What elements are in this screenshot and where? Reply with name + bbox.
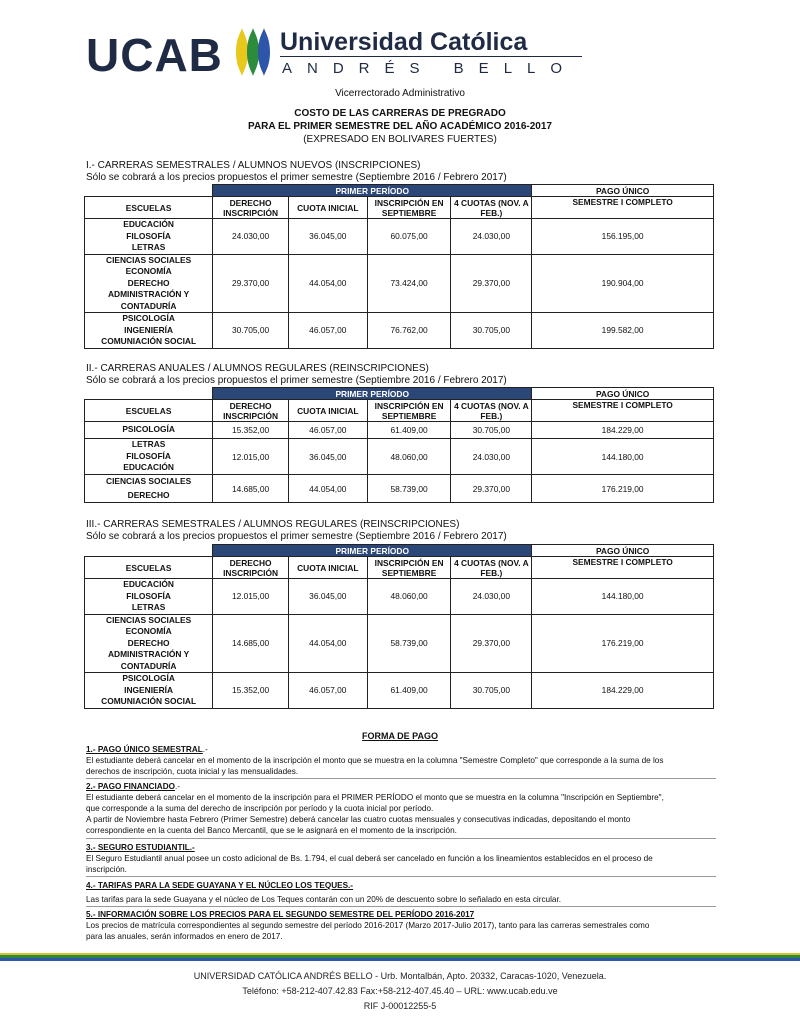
- logo-name: Universidad Católica: [280, 28, 528, 56]
- table-row: [85, 219, 714, 255]
- primer-periodo-header: PRIMER PERÍODO: [213, 545, 532, 557]
- flag-stripe: [0, 953, 800, 961]
- primer-periodo-header: PRIMER PERÍODO: [213, 185, 532, 197]
- table-row: [85, 579, 714, 615]
- derecho-cell: 15.352,00: [213, 422, 289, 439]
- schools-cell: PSICOLOGÍA INGENIERÍA COMUNIACIÓN SOCIAL: [85, 313, 213, 349]
- semestre-completo-header: SEMESTRE I COMPLETO: [532, 400, 714, 422]
- cuotas-header: 4 CUOTAS (NOV. A FEB.): [451, 197, 532, 219]
- cuotas-header: 4 CUOTAS (NOV. A FEB.): [451, 400, 532, 422]
- payment-item-5: 5.- INFORMACIÓN SOBRE LOS PRECIOS PARA EL SEGUNDO SEMESTRE DEL PERÍODO 2016-2017 Los precios de matrícula correspondientes al segundo semestre del período 2016-2017 (Marzo 2017-Julio 2017), tanto para las carreras semestrales como para las anuales, serán informados en enero de 2017.: [86, 910, 650, 941]
- footer-address: UNIVERSIDAD CATÓLICA ANDRÉS BELLO - Urb. Montalbán, Apto. 20332, Caracas-1020, Venezuela.: [193, 971, 607, 981]
- cuota-cell: 36.045,00: [288, 439, 367, 475]
- inscripcion-cell: 58.739,00: [367, 475, 451, 503]
- derecho-cell: 14.685,00: [213, 475, 289, 503]
- section-3-note: Sólo se cobrará a los precios propuestos el primer semestre (Septiembre 2016 / Febrero 2017): [86, 531, 507, 542]
- inscripcion-header: INSCRIPCIÓN EN SEPTIEMBRE: [367, 197, 451, 219]
- table-row: [85, 254, 714, 313]
- inscripcion-header: INSCRIPCIÓN EN SEPTIEMBRE: [367, 557, 451, 579]
- cuotas-cell: 30.705,00: [451, 422, 532, 439]
- section-3-title: III.- CARRERAS SEMESTRALES / ALUMNOS REGULARES (REINSCRIPCIONES): [86, 519, 460, 530]
- payment-item-heading: 3.- SEGURO ESTUDIANTIL.-: [86, 843, 195, 852]
- cuotas-header: 4 CUOTAS (NOV. A FEB.): [451, 557, 532, 579]
- cuota-cell: 44.054,00: [288, 475, 367, 503]
- cuota-cell: 36.045,00: [288, 579, 367, 615]
- total-cell: 176.219,00: [532, 475, 714, 503]
- schools-cell: LETRAS FILOSOFÍA EDUCACIÓN: [85, 439, 213, 475]
- derecho-cell: 24.030,00: [213, 219, 289, 255]
- logo-short: UCAB: [86, 29, 223, 81]
- section-2-table: [84, 387, 714, 503]
- cuotas-cell: 30.705,00: [451, 313, 532, 349]
- table-row: [85, 614, 714, 673]
- total-cell: 156.195,00: [532, 219, 714, 255]
- payment-item-4: 4.- TARIFAS PARA LA SEDE GUAYANA Y EL NÚCLEO LOS TEQUES.- Las tarifas para la sede Guayana y el núcleo de Los Teques contarán con un 20% de descuento sobre lo señalado en esta circular.: [86, 881, 562, 904]
- section-3-table: [84, 544, 714, 709]
- schools-cell: CIENCIAS SOCIALES DERECHO: [85, 475, 213, 503]
- total-cell: 144.180,00: [532, 439, 714, 475]
- schools-cell: PSICOLOGÍA INGENIERÍA COMUNIACIÓN SOCIAL: [85, 673, 213, 709]
- total-cell: 190.904,00: [532, 254, 714, 313]
- doc-title-1: COSTO DE LAS CARRERAS DE PREGRADO: [294, 108, 506, 119]
- pago-unico-header: PAGO ÚNICO: [532, 185, 714, 197]
- derecho-header: DERECHO INSCRIPCIÓN: [213, 557, 289, 579]
- derecho-cell: 29.370,00: [213, 254, 289, 313]
- logo-flame-icon: [232, 26, 274, 78]
- logo-divider: [280, 56, 582, 57]
- inscripcion-cell: 61.409,00: [367, 422, 451, 439]
- derecho-cell: 12.015,00: [213, 439, 289, 475]
- cuotas-cell: 30.705,00: [451, 673, 532, 709]
- section-1-note: Sólo se cobrará a los precios propuestos el primer semestre (Septiembre 2016 / Febrero 2017): [86, 172, 507, 183]
- divider: [86, 876, 716, 877]
- table-row: [85, 439, 714, 475]
- inscripcion-cell: 73.424,00: [367, 254, 451, 313]
- cuota-cell: 46.057,00: [288, 313, 367, 349]
- section-2-note: Sólo se cobrará a los precios propuestos el primer semestre (Septiembre 2016 / Febrero 2017): [86, 375, 507, 386]
- table-row: [85, 475, 714, 503]
- section-1-table: [84, 184, 714, 349]
- cuotas-cell: 29.370,00: [451, 254, 532, 313]
- payment-item-3: 3.- SEGURO ESTUDIANTIL.- El Seguro Estudiantil anual posee un costo adicional de Bs. 1.794, el cual deberá ser cancelado en función a los lineamientos establecidos en el proceso de inscripción.: [86, 843, 653, 874]
- cuota-header: CUOTA INICIAL: [288, 197, 367, 219]
- derecho-header: DERECHO INSCRIPCIÓN: [213, 197, 289, 219]
- inscripcion-header: INSCRIPCIÓN EN SEPTIEMBRE: [367, 400, 451, 422]
- payment-item-heading: 2.- PAGO FINANCIADO: [86, 782, 176, 791]
- semestre-completo-header: SEMESTRE I COMPLETO: [532, 557, 714, 579]
- escuelas-header: ESCUELAS: [85, 400, 213, 422]
- schools-cell: EDUCACIÓN FILOSOFÍA LETRAS: [85, 219, 213, 255]
- total-cell: 176.219,00: [532, 614, 714, 673]
- cuotas-cell: 29.370,00: [451, 475, 532, 503]
- payment-item-1: 1.- PAGO ÚNICO SEMESTRAL.- El estudiante deberá cancelar en el momento de la inscripción el monto que se muestra en la columna "Semestre Completo" que corresponde a la suma de los derechos de inscripción, cuota inicial y las mensualidades.: [86, 745, 664, 776]
- footer-contact: Teléfono: +58-212-407.42.83 Fax:+58-212-407.45.40 – URL: www.ucab.edu.ve: [242, 986, 558, 996]
- derecho-cell: 14.685,00: [213, 614, 289, 673]
- cuota-cell: 46.057,00: [288, 673, 367, 709]
- derecho-cell: 15.352,00: [213, 673, 289, 709]
- cuota-cell: 46.057,00: [288, 422, 367, 439]
- logo-sub: ANDRÉS BELLO: [282, 60, 578, 77]
- payment-item-heading: 4.- TARIFAS PARA LA SEDE GUAYANA Y EL NÚCLEO LOS TEQUES.-: [86, 881, 354, 890]
- department: Vicerrectorado Administrativo: [335, 88, 465, 99]
- total-cell: 184.229,00: [532, 422, 714, 439]
- ucab-logo: [86, 24, 578, 84]
- cuotas-cell: 24.030,00: [451, 219, 532, 255]
- escuelas-header: ESCUELAS: [85, 197, 213, 219]
- derecho-cell: 12.015,00: [213, 579, 289, 615]
- pago-unico-header: PAGO ÚNICO: [532, 388, 714, 400]
- cuotas-cell: 24.030,00: [451, 439, 532, 475]
- inscripcion-cell: 60.075,00: [367, 219, 451, 255]
- table-row: [85, 673, 714, 709]
- total-cell: 184.229,00: [532, 673, 714, 709]
- inscripcion-cell: 48.060,00: [367, 439, 451, 475]
- total-cell: 199.582,00: [532, 313, 714, 349]
- cuota-header: CUOTA INICIAL: [288, 400, 367, 422]
- cuota-header: CUOTA INICIAL: [288, 557, 367, 579]
- cuota-cell: 36.045,00: [288, 219, 367, 255]
- table-row: [85, 313, 714, 349]
- semestre-completo-header: SEMESTRE I COMPLETO: [532, 197, 714, 219]
- doc-title-2: PARA EL PRIMER SEMESTRE DEL AÑO ACADÉMICO 2016-2017: [248, 121, 552, 132]
- section-2-title: II.- CARRERAS ANUALES / ALUMNOS REGULARES (REINSCRIPCIONES): [86, 363, 429, 374]
- inscripcion-cell: 76.762,00: [367, 313, 451, 349]
- cuota-cell: 44.054,00: [288, 614, 367, 673]
- pago-unico-header: PAGO ÚNICO: [532, 545, 714, 557]
- payment-item-heading: 5.- INFORMACIÓN SOBRE LOS PRECIOS PARA EL SEGUNDO SEMESTRE DEL PERÍODO 2016-2017: [86, 910, 475, 919]
- escuelas-header: ESCUELAS: [85, 557, 213, 579]
- schools-cell: CIENCIAS SOCIALES ECONOMÍA DERECHO ADMINISTRACIÓN Y CONTADURÍA: [85, 254, 213, 313]
- cuotas-cell: 24.030,00: [451, 579, 532, 615]
- forma-de-pago-title: FORMA DE PAGO: [362, 731, 438, 741]
- primer-periodo-header: PRIMER PERÍODO: [213, 388, 532, 400]
- derecho-header: DERECHO INSCRIPCIÓN: [213, 400, 289, 422]
- derecho-cell: 30.705,00: [213, 313, 289, 349]
- total-cell: 144.180,00: [532, 579, 714, 615]
- cuota-cell: 44.054,00: [288, 254, 367, 313]
- footer-rif: RIF J-00012255-5: [363, 1001, 437, 1011]
- divider: [86, 906, 716, 907]
- section-1-title: I.- CARRERAS SEMESTRALES / ALUMNOS NUEVOS (INSCRIPCIONES): [86, 160, 421, 171]
- payment-item-heading: 1.- PAGO ÚNICO SEMESTRAL: [86, 745, 203, 754]
- divider: [86, 838, 716, 839]
- inscripcion-cell: 58.739,00: [367, 614, 451, 673]
- table-row: [85, 422, 714, 439]
- cuotas-cell: 29.370,00: [451, 614, 532, 673]
- payment-item-2: 2.- PAGO FINANCIADO.- El estudiante deberá cancelar en el momento de la inscripción para el PRIMER PERÍODO el monto que se muestra en la columna "Inscripción en Septiembre", que corresponde a la suma del derecho de inscripción por período y la cuota inicial por período. A partir de Noviembre hasta Febrero (Primer Semestre) deberá cancelar las cuatro cuotas mensuales y consecutivas indicadas, depositando el monto correspondiente en la cuenta del Banco Mercantil, que se le asignará en el momento de la inscripción.: [86, 782, 664, 835]
- schools-cell: CIENCIAS SOCIALES ECONOMÍA DERECHO ADMINISTRACIÓN Y CONTADURÍA: [85, 614, 213, 673]
- divider: [86, 778, 716, 779]
- doc-title-3: (EXPRESADO EN BOLIVARES FUERTES): [303, 134, 497, 145]
- schools-cell: PSICOLOGÍA: [85, 422, 213, 439]
- schools-cell: EDUCACIÓN FILOSOFÍA LETRAS: [85, 579, 213, 615]
- inscripcion-cell: 48.060,00: [367, 579, 451, 615]
- inscripcion-cell: 61.409,00: [367, 673, 451, 709]
